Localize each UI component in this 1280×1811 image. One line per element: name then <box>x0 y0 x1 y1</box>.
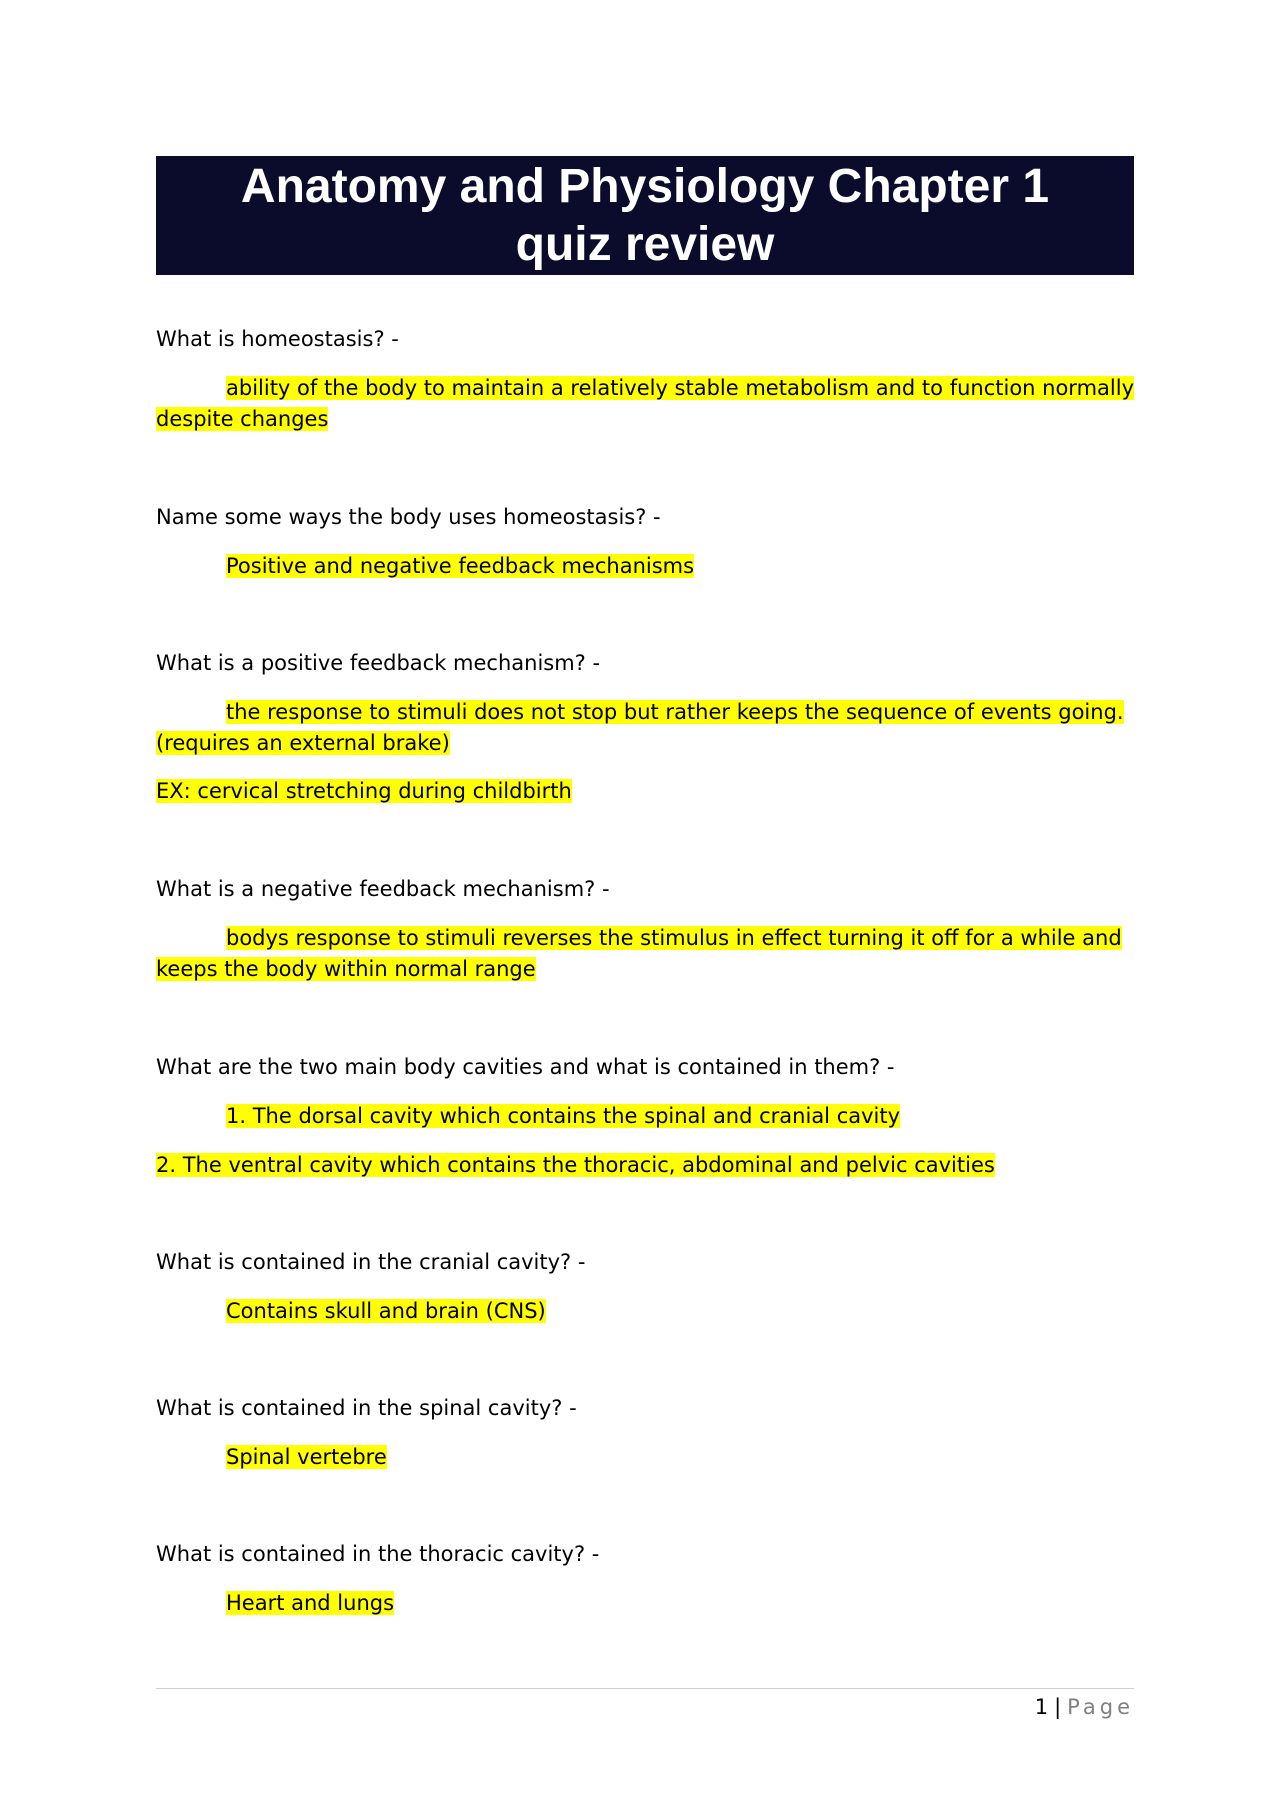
question-2: Name some ways the body uses homeostasis? - <box>156 505 661 529</box>
answer-7-line-1: Spinal vertebre <box>226 1445 387 1469</box>
page-footer <box>1035 1692 1134 1722</box>
answer-6 <box>156 1296 1134 1327</box>
question-4: What is a negative feedback mechanism? - <box>156 877 610 901</box>
footer-separator: | <box>1054 1695 1062 1719</box>
answer-1-line-1: ability of the body to maintain a relatively stable metabolism and to function normally despite changes <box>156 376 1134 431</box>
title-banner <box>156 156 1134 275</box>
answer-2-line-1: Positive and negative feedback mechanisms <box>226 554 695 578</box>
answer-4-line-1: bodys response to stimuli reverses the stimulus in effect turning it off for a while and keeps the body within normal range <box>156 926 1122 981</box>
answer-7 <box>156 1442 1134 1473</box>
answer-8 <box>156 1588 1134 1619</box>
answer-3-line-2: EX: cervical stretching during childbirth <box>156 779 572 803</box>
answer-5-line-2: 2. The ventral cavity which contains the thoracic, abdominal and pelvic cavities <box>156 1153 995 1177</box>
question-8: What is contained in the thoracic cavity? - <box>156 1542 600 1566</box>
answer-5-line-1: 1. The dorsal cavity which contains the spinal and cranial cavity <box>226 1104 901 1128</box>
question-6: What is contained in the cranial cavity? - <box>156 1250 586 1274</box>
answer-5-second <box>156 1150 1134 1181</box>
footer-divider <box>156 1688 1134 1689</box>
answer-3-example <box>156 776 1134 807</box>
answer-5 <box>156 1101 1134 1132</box>
answer-4 <box>156 923 1134 985</box>
page-number: 1 <box>1034 1695 1049 1719</box>
answer-6-line-1: Contains skull and brain (CNS) <box>226 1299 546 1323</box>
answer-1 <box>156 373 1134 435</box>
answer-8-line-1: Heart and lungs <box>226 1591 395 1615</box>
question-7: What is contained in the spinal cavity? - <box>156 1396 577 1420</box>
document-title: Anatomy and Physiology Chapter 1 quiz review <box>240 159 1050 271</box>
question-3: What is a positive feedback mechanism? - <box>156 651 601 675</box>
answer-3 <box>156 697 1134 759</box>
answer-3-line-1: the response to stimuli does not stop but rather keeps the sequence of events going. (requires an external brake) <box>156 700 1124 755</box>
page-label: Page <box>1067 1695 1134 1719</box>
question-5: What are the two main body cavities and what is contained in them? - <box>156 1055 895 1079</box>
question-1: What is homeostasis? - <box>156 327 399 351</box>
answer-2 <box>156 551 1134 582</box>
